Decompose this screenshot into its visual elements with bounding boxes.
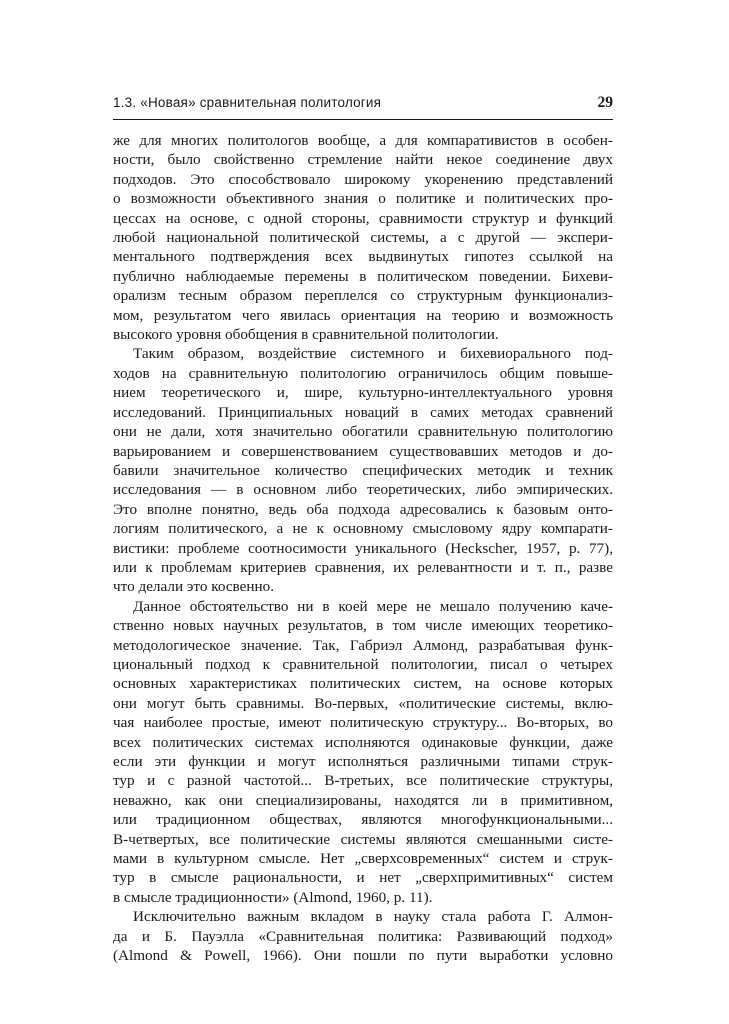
text-line: тур в смысле рациональности, и нет „сверхпримитивных“ систем	[113, 869, 613, 887]
text-line: высокого уровня обобщения в сравнительной политологии.	[113, 326, 499, 344]
text-line: основных характеристиках политических систем, на основе которых	[113, 675, 613, 693]
text-line: подходов. Это способствовало широкому укоренению представлений	[113, 170, 613, 188]
text-line: варьированием и совершенствованием существовавших методов и до-	[113, 442, 613, 460]
text-line: ментального подтверждения всех выдвинутых гипотез ссылкой на	[113, 248, 613, 266]
text-line: нием теоретического и, шире, культурно-интеллектуального уровня	[113, 384, 613, 402]
text-line: Таким образом, воздействие системного и бихевиорального под-	[133, 345, 613, 363]
header-rule	[113, 119, 613, 120]
text-line: орализм тесным образом переплелся со структурным функционализ-	[113, 287, 613, 305]
text-line: чая наиболее простые, имеют политическую структуру... Во-вторых, во	[113, 714, 613, 732]
text-line: мами в культурном смысле. Нет „сверхсовременных“ систем и струк-	[113, 850, 613, 868]
text-line: любой национальной политической системы, а с другой — экспери-	[113, 229, 613, 247]
text-line: исследования — в основном либо теоретических, либо эмпирических.	[113, 481, 613, 499]
text-line: исследований. Принципиальных новаций в самих методах сравнений	[113, 403, 613, 421]
text-line: всех политических системах исполняются одинаковые функции, даже	[113, 733, 613, 751]
page-number: 29	[597, 94, 613, 111]
text-line: ности, было свойственно стремление найти некое соединение двух	[113, 151, 613, 169]
text-line: неважно, как они специализированы, находятся ли в примитивном,	[113, 791, 613, 809]
text-line: или традиционном обществах, являются многофункциональными...	[113, 811, 613, 829]
text-line: Это вполне понятно, ведь оба подхода адресовались к базовым онто-	[113, 500, 613, 518]
text-line: В-четвертых, все политические системы являются смешанными систе-	[113, 830, 613, 848]
text-line: Исключительно важным вкладом в науку стала работа Г. Алмон-	[133, 908, 613, 926]
text-line: ходов на сравнительную политологию ограничилось общим повыше-	[113, 364, 613, 382]
text-line: логиям политического, а не к основному смысловому ядру компарати-	[113, 520, 613, 538]
text-line: если эти функции и могут исполняться различными типами струк-	[113, 753, 613, 770]
paragraph-2	[113, 344, 613, 596]
text-line: что делали это косвенно.	[113, 578, 275, 596]
text-line: в смысле традиционности» (Almond, 1960, p. 11).	[113, 888, 433, 906]
text-line: они могут быть сравнимы. Во-первых, «политические системы, вклю-	[113, 694, 613, 712]
text-line: (Almond & Powell, 1966). Они пошли по пути выработки условно	[113, 947, 613, 965]
text-line: методологическое значение. Так, Габриэл Алмонд, разрабатывая функ-	[113, 636, 613, 654]
text-line: же для многих политологов вообще, а для компаративистов в особен-	[113, 132, 613, 149]
text-line: или к проблемам критериев сравнения, их релевантности и т. п., разве	[113, 558, 613, 576]
text-line: да и Б. Пауэлла «Сравнительная политика: Развивающий подход»	[113, 927, 613, 945]
text-line: вистики: проблеме соотносимости уникального (Heckscher, 1957, p. 77),	[113, 539, 613, 557]
text-line: ственно новых научных результатов, в том числе имеющих теоретико-	[113, 617, 613, 635]
paragraph-3	[113, 597, 613, 908]
text-line: бавили значительное количество специфических методик и техник	[113, 461, 613, 479]
section-title: 1.3. «Новая» сравнительная политология	[113, 95, 382, 110]
text-line: о возможности объективного знания о политике и политических про-	[113, 190, 613, 208]
text-line: тур и с разной частотой... В-третьих, все политические структуры,	[113, 772, 613, 790]
text-line: они не дали, хотя значительно обогатили сравнительную политологию	[113, 423, 613, 441]
running-header	[113, 94, 613, 114]
text-line: мом, результатом чего явилась ориентация на теорию и возможность	[113, 306, 613, 324]
paragraph-1	[113, 131, 613, 344]
body-text	[113, 131, 613, 965]
text-line: циональный подход к сравнительной политологии, писал о четырех	[113, 655, 613, 673]
text-line: цессах на основе, с одной стороны, сравнимости структур и функций	[113, 209, 613, 227]
text-line: Данное обстоятельство ни в коей мере не мешало получению каче-	[133, 597, 613, 615]
text-line: публично наблюдаемые перемены в политическом поведении. Бихеви-	[113, 267, 613, 285]
paragraph-4	[113, 907, 613, 965]
